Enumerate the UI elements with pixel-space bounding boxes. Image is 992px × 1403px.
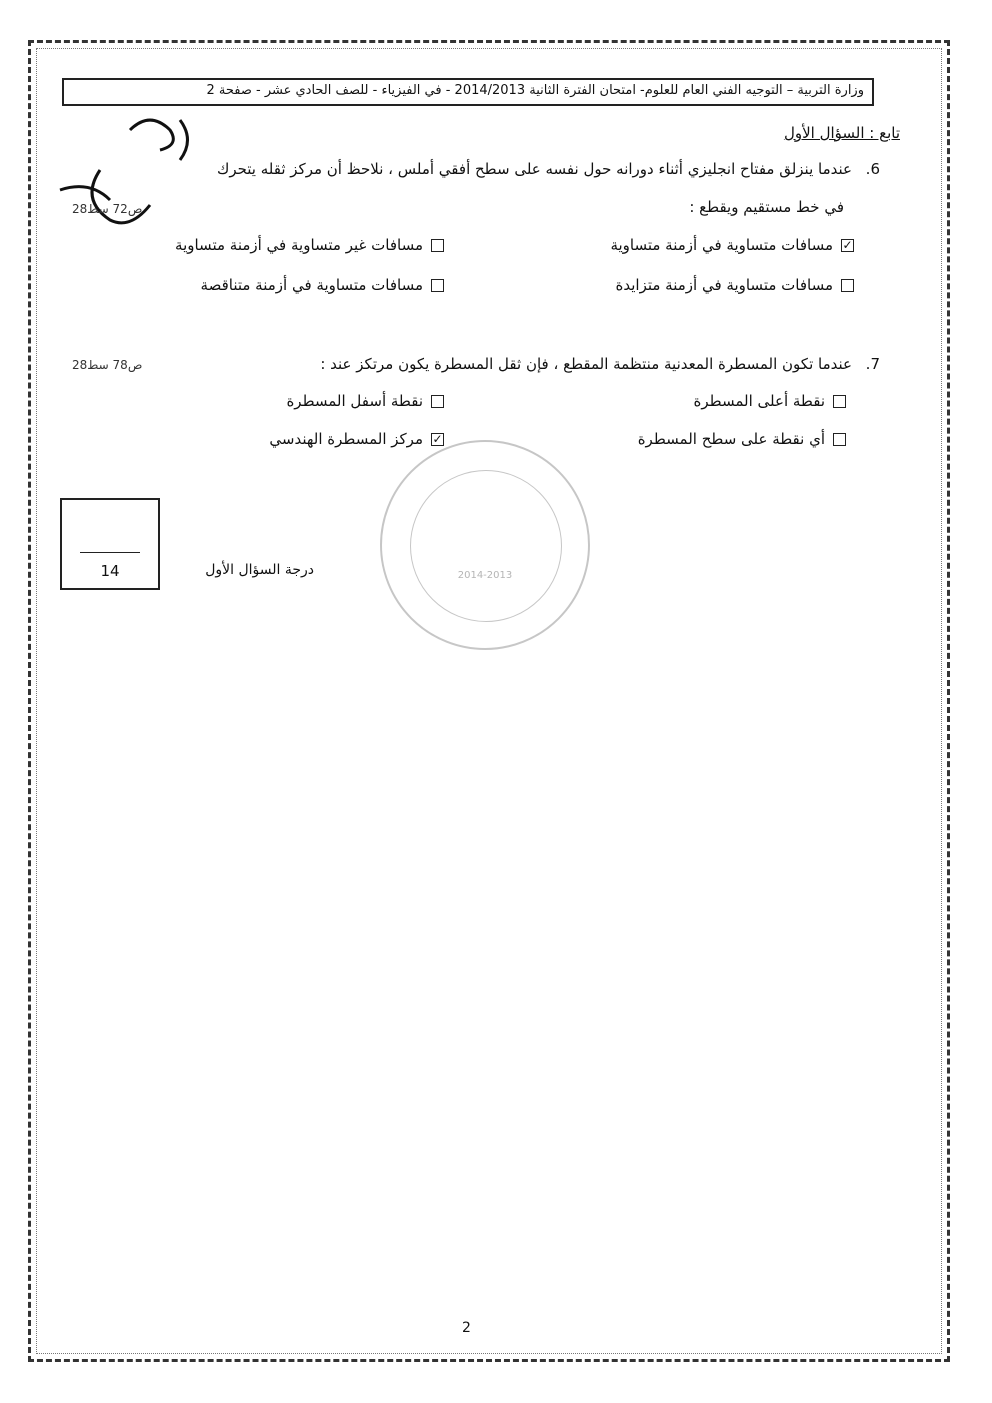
checkbox-icon[interactable] (833, 433, 846, 446)
exam-header-text: وزارة التربية – التوجيه الفني العام للعلوم- امتحان الفترة الثانية 2014/2013 - في الفيزياء - للصف الحادي عشر - صفحة 2 (206, 83, 864, 98)
checkbox-icon[interactable] (431, 279, 444, 292)
stamp-year: 2014-2013 (457, 570, 513, 581)
q6-option-1[interactable] (610, 236, 854, 254)
q7-option-2-label: نقطة أسفل المسطرة (286, 392, 423, 410)
section-title: تابع : السؤال الأول (783, 124, 900, 142)
checkbox-icon[interactable] (431, 239, 444, 252)
grade-divider (80, 552, 140, 553)
q6-option-4-label: مسافات متساوية في أزمنة متناقصة (200, 276, 423, 294)
grade-value: 14 (100, 562, 120, 580)
question-7-reference: ص78 سط28 (72, 358, 143, 372)
q7-option-1-label: نقطة أعلى المسطرة (693, 392, 825, 410)
grade-box (60, 498, 160, 590)
stamp-inner-ring (410, 470, 562, 622)
q7-option-3[interactable] (638, 430, 846, 448)
question-6-text-line2: في خط مستقيم ويقطع : (689, 198, 844, 216)
question-7-number: 7. (865, 355, 880, 373)
q6-option-3-label: مسافات متساوية في أزمنة متزايدة (615, 276, 833, 294)
page-number: 2 (462, 1320, 471, 1336)
q7-option-1[interactable] (694, 392, 846, 410)
grade-label: درجة السؤال الأول (205, 562, 314, 578)
checkbox-checked-icon[interactable]: ✓ (432, 432, 443, 446)
q6-option-1-label: مسافات متساوية في أزمنة متساوية (610, 236, 833, 254)
checkbox-icon[interactable] (431, 395, 444, 408)
q7-option-4[interactable] (269, 430, 444, 448)
question-6-text: عندما ينزلق مفتاح انجليزي أثناء دورانه حول نفسه على سطح أفقي أملس ، نلاحظ أن مركز ثقله يتحرك (216, 160, 852, 178)
question-6-reference: ص72 سط28 (72, 202, 143, 216)
q6-option-2-label: مسافات غير متساوية في أزمنة متساوية (175, 236, 423, 254)
question-7-text: عندما تكون المسطرة المعدنية منتظمة المقطع ، فإن ثقل المسطرة يكون مرتكز عند : (320, 355, 852, 373)
question-6-number: 6. (865, 160, 880, 178)
official-stamp (380, 440, 590, 650)
q7-option-4-label: مركز المسطرة الهندسي (269, 430, 423, 448)
q6-option-2[interactable] (175, 236, 444, 254)
q7-option-2[interactable] (286, 392, 444, 410)
checkbox-icon[interactable] (833, 395, 846, 408)
checkbox-checked-icon[interactable]: ✓ (842, 238, 853, 252)
q6-option-4[interactable] (201, 276, 444, 294)
checkbox-icon[interactable] (841, 279, 854, 292)
q6-option-3[interactable] (616, 276, 855, 294)
q7-option-3-label: أي نقطة على سطح المسطرة (637, 430, 825, 448)
